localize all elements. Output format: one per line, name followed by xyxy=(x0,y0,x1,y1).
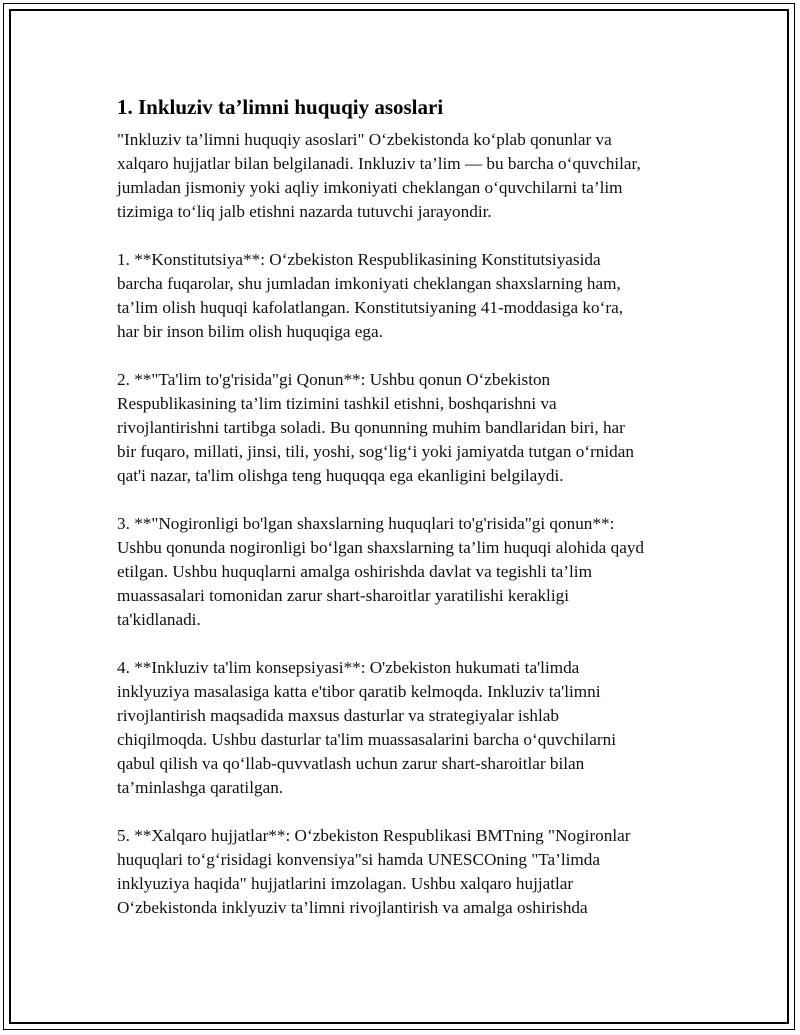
text-line: 1. **Konstitutsiya**: O‘zbekiston Respublikasining Konstitutsiyasida xyxy=(117,250,601,269)
paragraph-konstitutsiya xyxy=(117,248,707,344)
text-line: barcha fuqarolar, shu jumladan imkoniyati cheklangan shaxslarning ham, xyxy=(117,274,621,293)
text-line: rivojlantirishni tartibga soladi. Bu qonunning muhim bandlaridan biri, har xyxy=(117,418,625,437)
text-line: 3. **"Nogironligi bo'lgan shaxslarning huquqlari to'g'risida"gi qonun**: xyxy=(117,514,615,533)
document-body xyxy=(117,95,707,944)
text-line: jumladan jismoniy yoki aqliy imkoniyati cheklangan o‘quvchilarni ta’lim xyxy=(117,178,623,197)
text-line: ta'kidlanadi. xyxy=(117,610,201,629)
text-line: qabul qilish va qo‘llab-quvvatlash uchun zarur shart-sharoitlar bilan xyxy=(117,754,585,773)
text-line: har bir inson bilim olish huquqiga ega. xyxy=(117,322,383,341)
paragraph-talim-qonun xyxy=(117,368,707,488)
text-line: inklyuziya haqida" hujjatlarini imzolagan. Ushbu xalqaro hujjatlar xyxy=(117,874,574,893)
paragraph-nogironlik-qonun xyxy=(117,512,707,632)
text-line: 2. **"Ta'lim to'g'risida"gi Qonun**: Ushbu qonun O‘zbekiston xyxy=(117,370,551,389)
text-line: O‘zbekistonda inklyuziv ta’limni rivojlantirish va amalga oshirishda xyxy=(117,898,588,917)
text-line: etilgan. Ushbu huquqlarni amalga oshirishda davlat va tegishli ta’lim xyxy=(117,562,592,581)
text-line: ta’minlashga qaratilgan. xyxy=(117,778,284,797)
text-line: qat'i nazar, ta'lim olishga teng huquqqa ega ekanligini belgilaydi. xyxy=(117,466,564,485)
text-line: "Inkluziv ta’limni huquqiy asoslari" O‘zbekistonda ko‘plab qonunlar va xyxy=(117,130,612,149)
text-line: 4. **Inkluziv ta'lim konsepsiyasi**: O'zbekiston hukumati ta'limda xyxy=(117,658,580,677)
text-line: inklyuziya masalasiga katta e'tibor qaratib kelmoqda. Inkluziv ta'limni xyxy=(117,682,601,701)
text-line: ta’lim olish huquqi kafolatlangan. Konstitutsiyaning 41-moddasiga ko‘ra, xyxy=(117,298,623,317)
text-line: 5. **Xalqaro hujjatlar**: O‘zbekiston Respublikasi BMTning "Nogironlar xyxy=(117,826,631,845)
text-line: rivojlantirish maqsadida maxsus dasturlar va strategiyalar ishlab xyxy=(117,706,559,725)
text-line: xalqaro hujjatlar bilan belgilanadi. Inkluziv ta’lim — bu barcha o‘quvchilar, xyxy=(117,154,641,173)
text-line: huquqlari to‘g‘risidagi konvensiya"si hamda UNESCOning "Ta’limda xyxy=(117,850,601,869)
text-line: tizimiga to‘liq jalb etishni nazarda tutuvchi jarayondir. xyxy=(117,202,492,221)
text-line: bir fuqaro, millati, jinsi, tili, yoshi, sog‘lig‘i yoki jamiyatda tutgan o‘rnidan xyxy=(117,442,634,461)
text-line: Ushbu qonunda nogironligi bo‘lgan shaxslarning ta’lim huquqi alohida qayd xyxy=(117,538,645,557)
paragraph-xalqaro-hujjatlar xyxy=(117,824,707,920)
text-line: chiqilmoqda. Ushbu dasturlar ta'lim muassasalarini barcha o‘quvchilarni xyxy=(117,730,617,749)
text-line: Respublikasining ta’lim tizimini tashkil etishni, boshqarishni va xyxy=(117,394,557,413)
section-heading: 1. Inkluziv ta’limni huquqiy asoslari xyxy=(117,95,444,119)
paragraph-intro xyxy=(117,128,707,224)
text-line: muassasalari tomonidan zarur shart-sharoitlar yaratilishi kerakligi xyxy=(117,586,569,605)
paragraph-konsepsiya xyxy=(117,656,707,800)
